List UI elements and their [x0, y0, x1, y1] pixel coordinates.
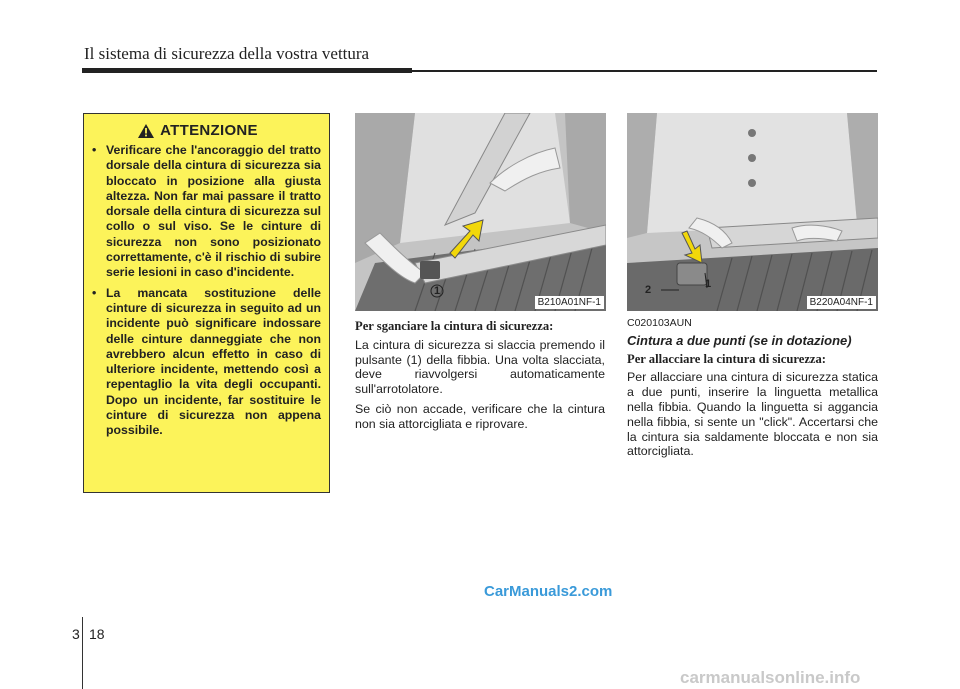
watermark-carmanualsonline: carmanualsonline.info: [680, 668, 861, 687]
header-rule-thin: [412, 70, 877, 72]
unbuckle-illustration: [355, 113, 606, 311]
page-number: 18: [89, 626, 105, 642]
warning-bullet: • Verificare che l'ancoraggio del tratto dorsale della cintura di sicurezza sia bloccato in posizione alla giusta altezza. Non far mai passare il tratto dorsale della cintura di sicurezza sul collo o sul viso. Se le cinture di sicurezza non sono posizionato correttamente, c'è il rischio di subire serie lesioni in caso d'incidente.: [92, 143, 321, 281]
header-rule-thick: [82, 68, 412, 73]
warning-bullet: • La mancata sostituzione delle cinture di sicurezza in seguito ad un incidente può significare indossare delle cinture danneggiate che non avrebbero alcun effetto in caso di ulteriore incidente, mettendo così a repentaglio la vita degli occupanti. Dopo un incidente, far sostituire le cinture di sicurezza non appena possibile.: [92, 286, 321, 439]
page-header-title: Il sistema di sicurezza della vostra vettura: [84, 44, 370, 63]
footer-divider: [82, 617, 83, 689]
figure-unbuckle-photo: [355, 113, 606, 311]
figure2-code: B220A04NF-1: [807, 296, 876, 309]
warning-triangle-icon: [137, 123, 155, 139]
figure2-callout-1: 1: [705, 278, 712, 290]
section-code: C020103AUN: [627, 317, 692, 329]
page-section-number: 3: [72, 626, 80, 642]
right-column-text: [627, 316, 878, 464]
unbuckle-paragraph-2: Se ciò non accade, verificare che la cintura non sia attorcigliata e riprovare.: [355, 401, 605, 431]
two-point-belt-illustration: [627, 113, 878, 311]
figure1-code: B210A01NF-1: [535, 296, 604, 309]
unbuckle-paragraph-1: La cintura di sicurezza si slaccia premendo il pulsante (1) della fibbia. Una volta slacciata, deve riavvolgersi automaticamente sull'arrotolatore.: [355, 337, 605, 397]
two-point-belt-title: Cintura a due punti (se in dotazione): [627, 332, 852, 348]
figure2-callout-2: 2: [645, 284, 652, 296]
warning-header: [74, 122, 321, 139]
warning-list: [92, 143, 321, 439]
buckle-paragraph: Per allacciare una cintura di sicurezza statica a due punti, inserire la linguetta metallica nella fibbia. Quando la linguetta si aggancia nella fibbia, si sente un "click". Accertarsi che la cintura sia saldamente bloccata e non sia attorcigliata.: [627, 370, 878, 459]
buckle-heading: Per allacciare la cintura di sicurezza:: [627, 351, 826, 366]
warning-box: [83, 113, 330, 493]
middle-column-text: [355, 319, 605, 437]
figure1-callout-1: 1: [434, 285, 441, 297]
watermark-carmanuals2[interactable]: CarManuals2.com: [484, 583, 613, 600]
unbuckle-heading: Per sganciare la cintura di sicurezza:: [355, 319, 554, 333]
warning-title: ATTENZIONE: [160, 122, 258, 139]
figure-two-point-belt-photo: [627, 113, 878, 311]
